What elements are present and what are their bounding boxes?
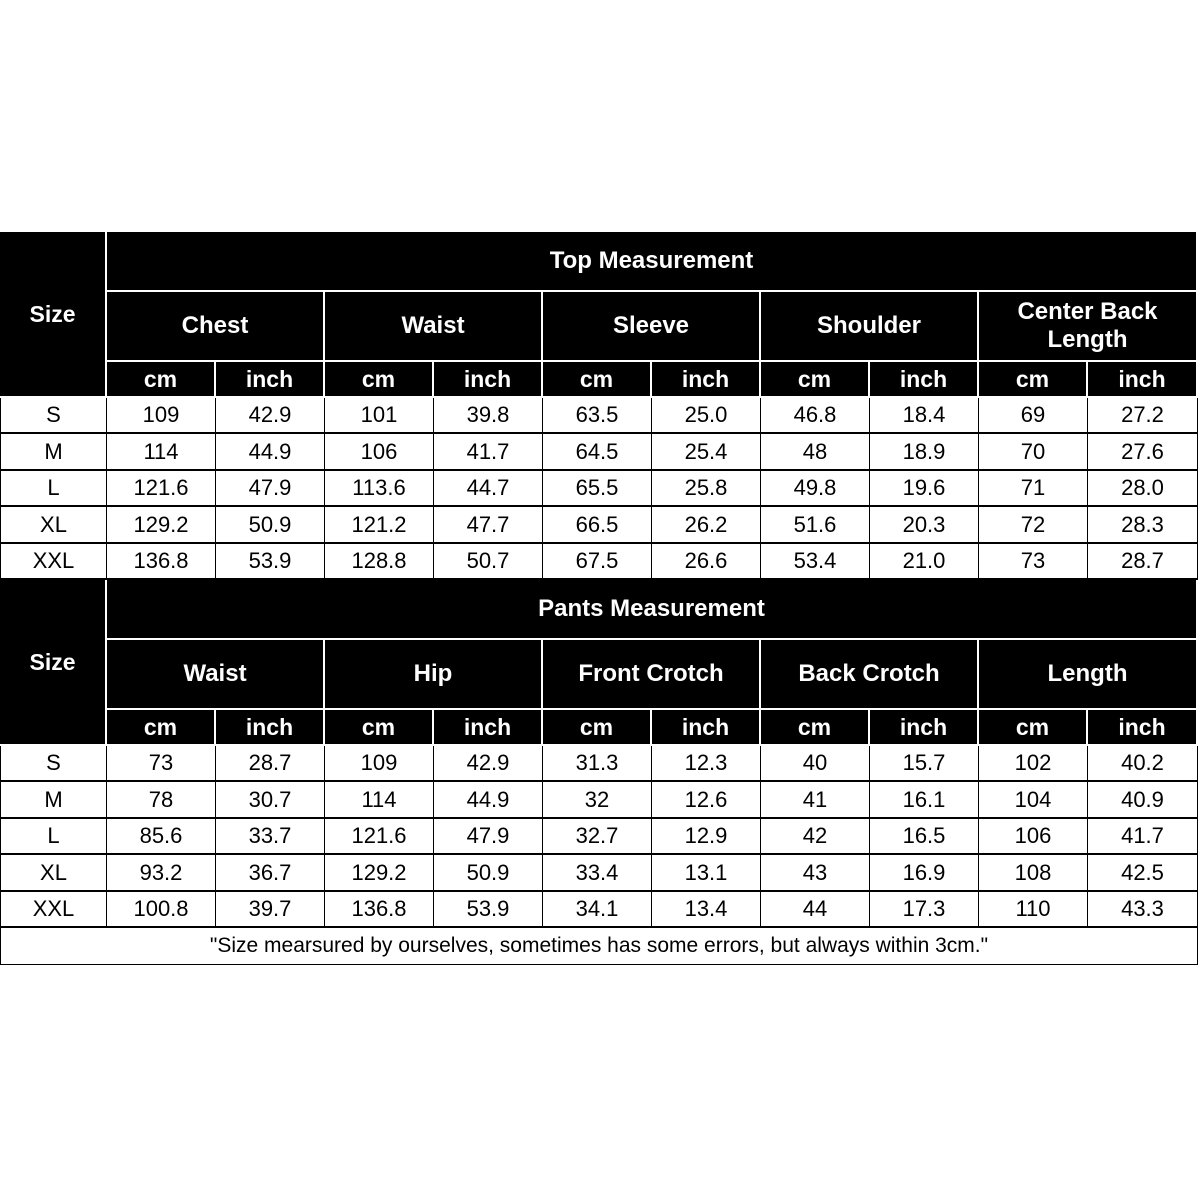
table-cell: 65.5	[543, 471, 652, 507]
table-cell: 18.9	[870, 434, 979, 471]
group-header: Waist	[107, 640, 325, 710]
table-cell: 110	[979, 892, 1088, 928]
table-cell: 44.7	[434, 471, 543, 507]
table-cell: 53.4	[761, 544, 870, 580]
table-cell: 71	[979, 471, 1088, 507]
table-cell: 21.0	[870, 544, 979, 580]
size-cell: XXL	[0, 892, 107, 928]
table-cell: 101	[325, 398, 434, 434]
table-cell: 32.7	[543, 819, 652, 855]
table-cell: 47.9	[216, 471, 325, 507]
table-cell: 50.9	[434, 855, 543, 892]
size-cell: L	[0, 471, 107, 507]
group-header: Waist	[325, 292, 543, 362]
table-cell: 46.8	[761, 398, 870, 434]
table-cell: 106	[979, 819, 1088, 855]
table-cell: 70	[979, 434, 1088, 471]
table-cell: 66.5	[543, 507, 652, 544]
group-header: Sleeve	[543, 292, 761, 362]
table-cell: 30.7	[216, 782, 325, 819]
table-cell: 42.5	[1088, 855, 1198, 892]
size-cell: XL	[0, 855, 107, 892]
table-cell: 121.6	[107, 471, 216, 507]
size-cell: XXL	[0, 544, 107, 580]
size-cell: L	[0, 819, 107, 855]
unit-header-inch: inch	[434, 362, 543, 398]
table-cell: 73	[979, 544, 1088, 580]
table-cell: 42	[761, 819, 870, 855]
unit-header-inch: inch	[870, 362, 979, 398]
unit-header-cm: cm	[107, 710, 216, 746]
group-header: Front Crotch	[543, 640, 761, 710]
table-cell: 28.7	[216, 746, 325, 782]
group-header: Shoulder	[761, 292, 979, 362]
table-cell: 36.7	[216, 855, 325, 892]
table-cell: 28.3	[1088, 507, 1198, 544]
table-cell: 53.9	[216, 544, 325, 580]
table-cell: 109	[107, 398, 216, 434]
table-cell: 121.6	[325, 819, 434, 855]
table-cell: 43.3	[1088, 892, 1198, 928]
table-cell: 47.7	[434, 507, 543, 544]
group-header: Hip	[325, 640, 543, 710]
pants-table-title: Pants Measurement	[107, 580, 1198, 640]
unit-header-inch: inch	[216, 710, 325, 746]
table-cell: 12.6	[652, 782, 761, 819]
table-cell: 69	[979, 398, 1088, 434]
table-cell: 28.0	[1088, 471, 1198, 507]
table-cell: 40.9	[1088, 782, 1198, 819]
table-cell: 26.2	[652, 507, 761, 544]
group-header: Center Back Length	[979, 292, 1198, 362]
table-cell: 78	[107, 782, 216, 819]
unit-header-cm: cm	[979, 362, 1088, 398]
table-cell: 53.9	[434, 892, 543, 928]
table-cell: 12.9	[652, 819, 761, 855]
table-cell: 40	[761, 746, 870, 782]
size-cell: S	[0, 398, 107, 434]
table-cell: 12.3	[652, 746, 761, 782]
table-cell: 25.4	[652, 434, 761, 471]
table-cell: 28.7	[1088, 544, 1198, 580]
table-cell: 72	[979, 507, 1088, 544]
table-cell: 136.8	[107, 544, 216, 580]
group-header: Back Crotch	[761, 640, 979, 710]
table-cell: 128.8	[325, 544, 434, 580]
footnote: "Size mearsured by ourselves, sometimes has some errors, but always within 3cm."	[0, 928, 1198, 965]
table-cell: 67.5	[543, 544, 652, 580]
table-cell: 18.4	[870, 398, 979, 434]
unit-header-cm: cm	[325, 362, 434, 398]
table-cell: 121.2	[325, 507, 434, 544]
table-cell: 114	[325, 782, 434, 819]
table-cell: 44.9	[434, 782, 543, 819]
table-cell: 25.8	[652, 471, 761, 507]
table-cell: 108	[979, 855, 1088, 892]
unit-header-cm: cm	[543, 362, 652, 398]
table-cell: 44.9	[216, 434, 325, 471]
unit-header-inch: inch	[652, 710, 761, 746]
size-cell: M	[0, 434, 107, 471]
table-cell: 41.7	[434, 434, 543, 471]
table-cell: 48	[761, 434, 870, 471]
table-cell: 106	[325, 434, 434, 471]
table-cell: 113.6	[325, 471, 434, 507]
table-cell: 27.2	[1088, 398, 1198, 434]
table-cell: 34.1	[543, 892, 652, 928]
size-cell: S	[0, 746, 107, 782]
table-cell: 13.4	[652, 892, 761, 928]
unit-header-inch: inch	[870, 710, 979, 746]
table-cell: 100.8	[107, 892, 216, 928]
unit-header-cm: cm	[325, 710, 434, 746]
unit-header-inch: inch	[1088, 362, 1198, 398]
table-cell: 102	[979, 746, 1088, 782]
table-cell: 16.9	[870, 855, 979, 892]
table-cell: 50.9	[216, 507, 325, 544]
table-cell: 47.9	[434, 819, 543, 855]
table-cell: 40.2	[1088, 746, 1198, 782]
unit-header-cm: cm	[761, 710, 870, 746]
table-cell: 41.7	[1088, 819, 1198, 855]
table-cell: 41	[761, 782, 870, 819]
table-cell: 31.3	[543, 746, 652, 782]
table-cell: 39.8	[434, 398, 543, 434]
table-cell: 42.9	[216, 398, 325, 434]
table-cell: 63.5	[543, 398, 652, 434]
size-header: Size	[0, 232, 107, 398]
table-cell: 129.2	[325, 855, 434, 892]
unit-header-cm: cm	[761, 362, 870, 398]
table-cell: 44	[761, 892, 870, 928]
table-cell: 16.1	[870, 782, 979, 819]
table-cell: 85.6	[107, 819, 216, 855]
unit-header-inch: inch	[216, 362, 325, 398]
table-cell: 17.3	[870, 892, 979, 928]
table-cell: 20.3	[870, 507, 979, 544]
table-cell: 129.2	[107, 507, 216, 544]
unit-header-inch: inch	[434, 710, 543, 746]
table-cell: 13.1	[652, 855, 761, 892]
unit-header-cm: cm	[543, 710, 652, 746]
table-cell: 25.0	[652, 398, 761, 434]
table-cell: 16.5	[870, 819, 979, 855]
size-header: Size	[0, 580, 107, 746]
table-cell: 104	[979, 782, 1088, 819]
table-cell: 27.6	[1088, 434, 1198, 471]
table-cell: 114	[107, 434, 216, 471]
table-cell: 51.6	[761, 507, 870, 544]
table-cell: 26.6	[652, 544, 761, 580]
unit-header-cm: cm	[107, 362, 216, 398]
table-cell: 19.6	[870, 471, 979, 507]
table-cell: 50.7	[434, 544, 543, 580]
table-cell: 32	[543, 782, 652, 819]
table-cell: 136.8	[325, 892, 434, 928]
table-cell: 64.5	[543, 434, 652, 471]
table-cell: 15.7	[870, 746, 979, 782]
table-cell: 39.7	[216, 892, 325, 928]
table-cell: 73	[107, 746, 216, 782]
table-cell: 33.7	[216, 819, 325, 855]
table-cell: 33.4	[543, 855, 652, 892]
group-header: Length	[979, 640, 1198, 710]
table-cell: 42.9	[434, 746, 543, 782]
unit-header-inch: inch	[1088, 710, 1198, 746]
table-cell: 43	[761, 855, 870, 892]
unit-header-inch: inch	[652, 362, 761, 398]
top-table-title: Top Measurement	[107, 232, 1198, 292]
group-header: Chest	[107, 292, 325, 362]
size-cell: XL	[0, 507, 107, 544]
table-cell: 93.2	[107, 855, 216, 892]
table-cell: 49.8	[761, 471, 870, 507]
size-cell: M	[0, 782, 107, 819]
table-cell: 109	[325, 746, 434, 782]
unit-header-cm: cm	[979, 710, 1088, 746]
